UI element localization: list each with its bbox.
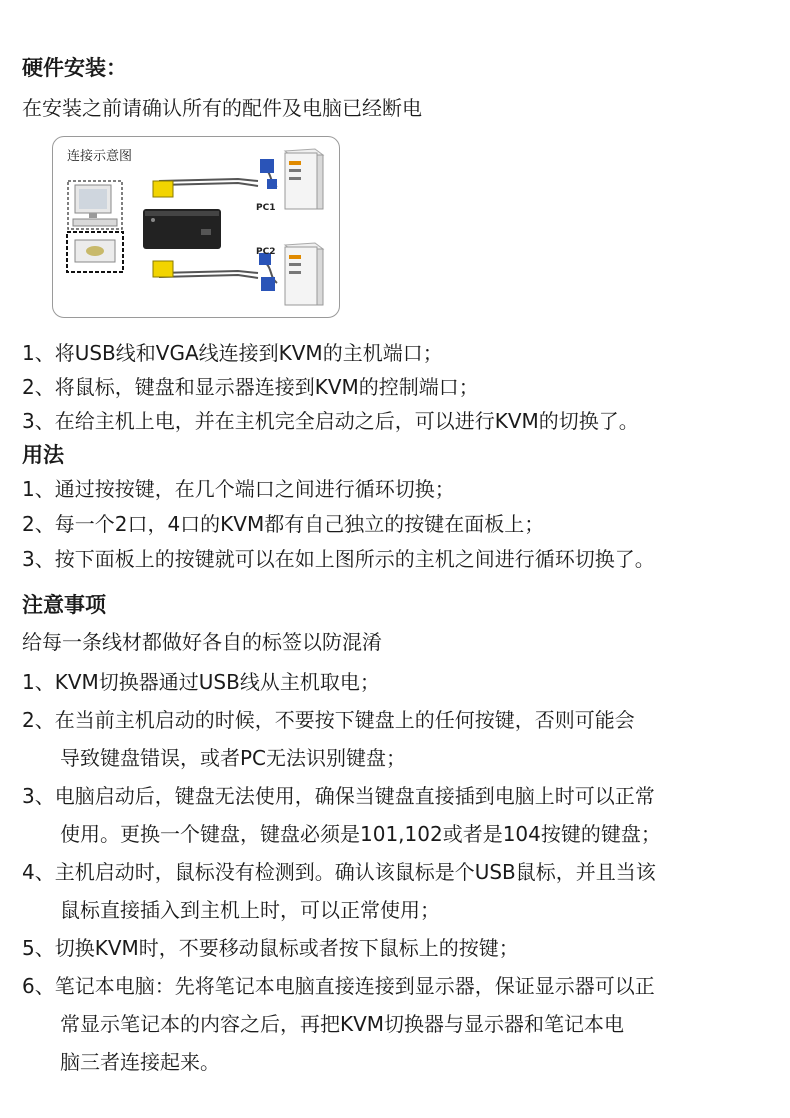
notes-intro: 给每一条线材都做好各自的标签以防混淆 <box>22 630 382 654</box>
mouse-devices-icon <box>67 232 123 272</box>
usage-step-1: 1、通过按按键，在几个端口之间进行循环切换； <box>22 477 455 501</box>
section-title-usage: 用法 <box>22 443 64 467</box>
section-title-install: 硬件安装： <box>22 56 127 80</box>
note-line-6-cont-2: 脑三者连接起来。 <box>60 1050 220 1074</box>
vga-connector-pc2 <box>153 261 173 277</box>
note-line-2: 2、在当前主机启动的时候，不要按下键盘上的任何按键，否则可能会 <box>22 708 635 732</box>
connection-diagram <box>52 136 340 318</box>
pc2-label: PC2 <box>256 247 276 257</box>
cable-pc1 <box>159 167 277 187</box>
note-line-4-cont: 鼠标直接插入到主机上时，可以正常使用； <box>60 898 440 922</box>
note-line-3: 3、电脑启动后，键盘无法使用，确保当键盘直接插到电脑上时可以正常 <box>22 784 655 808</box>
install-step-2: 2、将鼠标，键盘和显示器连接到KVM的控制端口； <box>22 375 479 399</box>
install-step-3: 3、在给主机上电，并在主机完全启动之后，可以进行KVM的切换了。 <box>22 409 639 433</box>
usage-step-3: 3、按下面板上的按键就可以在如上图所示的主机之间进行循环切换了。 <box>22 547 655 571</box>
usb-connector-pc1 <box>260 159 274 173</box>
connection-illustration <box>53 137 339 317</box>
pc2-tower-icon <box>285 243 323 305</box>
note-line-3-cont: 使用。更换一个键盘，键盘必须是101,102或者是104按键的键盘； <box>60 822 661 846</box>
kvm-switch-icon <box>143 209 221 249</box>
pc1-label: PC1 <box>256 203 276 213</box>
note-line-6-cont: 常显示笔记本的内容之后，再把KVM切换器与显示器和笔记本电 <box>60 1012 625 1036</box>
note-line-2-cont: 导致键盘错误，或者PC无法识别键盘； <box>60 746 407 770</box>
usage-step-2: 2、每一个2口，4口的KVM都有自己独立的按键在面板上； <box>22 512 545 536</box>
note-line-4: 4、主机启动时，鼠标没有检测到。确认该鼠标是个USB鼠标，并且当该 <box>22 860 656 884</box>
diagram-title: 连接示意图 <box>67 149 133 164</box>
pc1-tower-icon <box>285 149 323 209</box>
install-intro: 在安装之前请确认所有的配件及电脑已经断电 <box>22 96 422 120</box>
vga-connector-pc1 <box>153 181 173 197</box>
monitor-keyboard-icon <box>68 181 122 229</box>
install-step-1: 1、将USB线和VGA线连接到KVM的主机端口； <box>22 341 443 365</box>
note-line-5: 5、切换KVM时，不要移动鼠标或者按下鼠标上的按键； <box>22 936 519 960</box>
note-line-1: 1、KVM切换器通过USB线从主机取电； <box>22 670 380 694</box>
note-line-6: 6、笔记本电脑：先将笔记本电脑直接连接到显示器，保证显示器可以正 <box>22 974 655 998</box>
section-title-notes: 注意事项 <box>22 593 106 617</box>
